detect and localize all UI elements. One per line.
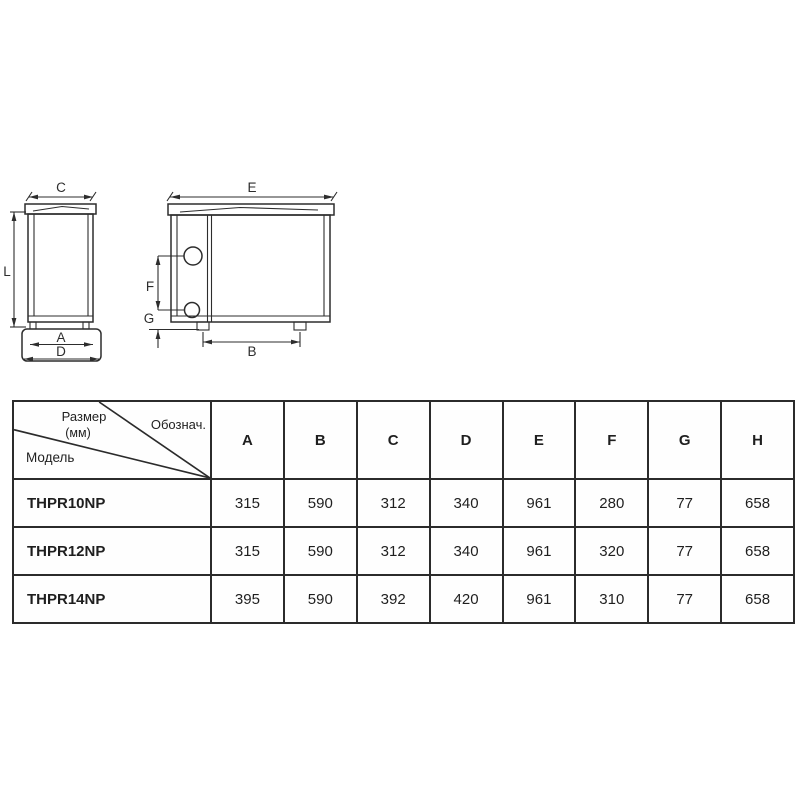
value-cell: 961: [503, 575, 576, 623]
side-foot-left: [30, 322, 36, 329]
front-body: [171, 215, 330, 330]
value-cell: 961: [503, 527, 576, 575]
value-cell: 658: [721, 575, 794, 623]
dimension-d: [24, 344, 99, 361]
value-cell: 590: [284, 479, 357, 527]
dim-label-d: D: [56, 344, 66, 359]
model-cell: THPR14NP: [13, 575, 211, 623]
column-header-c: C: [357, 401, 430, 479]
dimensions-table: [12, 400, 795, 624]
column-header-a: A: [211, 401, 284, 479]
value-cell: 310: [575, 575, 648, 623]
column-header-b: B: [284, 401, 357, 479]
value-cell: 77: [648, 575, 721, 623]
dim-label-e: E: [247, 180, 257, 195]
header-row: [13, 401, 794, 479]
value-cell: 320: [575, 527, 648, 575]
front-foot-right: [294, 322, 306, 330]
column-header-h: H: [721, 401, 794, 479]
corner-model-label: Модель: [26, 450, 75, 465]
dim-label-f: F: [145, 279, 155, 294]
model-cell: THPR10NP: [13, 479, 211, 527]
value-cell: 590: [284, 527, 357, 575]
side-body: [28, 214, 93, 329]
value-cell: 77: [648, 527, 721, 575]
model-cell: THPR12NP: [13, 527, 211, 575]
dim-label-g: G: [143, 311, 155, 326]
column-header-d: D: [430, 401, 503, 479]
value-cell: 420: [430, 575, 503, 623]
dimension-e: [167, 180, 337, 201]
water-port-lower: [185, 303, 200, 318]
value-cell: 658: [721, 527, 794, 575]
value-cell: 392: [357, 575, 430, 623]
value-cell: 340: [430, 527, 503, 575]
side-view-drawing: [3, 180, 101, 361]
value-cell: 961: [503, 479, 576, 527]
front-foot-left: [197, 322, 209, 330]
side-foot-right: [83, 322, 89, 329]
dim-label-a: A: [56, 330, 66, 345]
table-row: [13, 527, 794, 575]
table-row: [13, 479, 794, 527]
water-port-upper: [184, 247, 202, 265]
dimension-l: [3, 212, 26, 327]
front-top-cap: [168, 204, 334, 215]
corner-designation-label: Обознач.: [150, 417, 206, 432]
column-header-g: G: [648, 401, 721, 479]
value-cell: 315: [211, 479, 284, 527]
column-header-f: F: [575, 401, 648, 479]
corner-size-unit: (мм): [65, 426, 91, 440]
value-cell: 312: [357, 527, 430, 575]
corner-size-label: Размер: [61, 409, 107, 424]
value-cell: 340: [430, 479, 503, 527]
value-cell: 315: [211, 527, 284, 575]
value-cell: 77: [648, 479, 721, 527]
value-cell: 312: [357, 479, 430, 527]
front-view-drawing: [144, 180, 337, 359]
dimension-b: [203, 332, 300, 359]
column-header-e: E: [503, 401, 576, 479]
side-top-cap: [25, 204, 96, 214]
dimension-c: [26, 180, 96, 201]
table-row: [13, 575, 794, 623]
value-cell: 590: [284, 575, 357, 623]
value-cell: 658: [721, 479, 794, 527]
dim-label-b: B: [247, 344, 257, 359]
dim-label-l: L: [3, 264, 11, 279]
dimension-f: [146, 256, 184, 310]
corner-cell: [13, 401, 211, 479]
value-cell: 280: [575, 479, 648, 527]
value-cell: 395: [211, 575, 284, 623]
dim-label-c: C: [56, 180, 66, 195]
